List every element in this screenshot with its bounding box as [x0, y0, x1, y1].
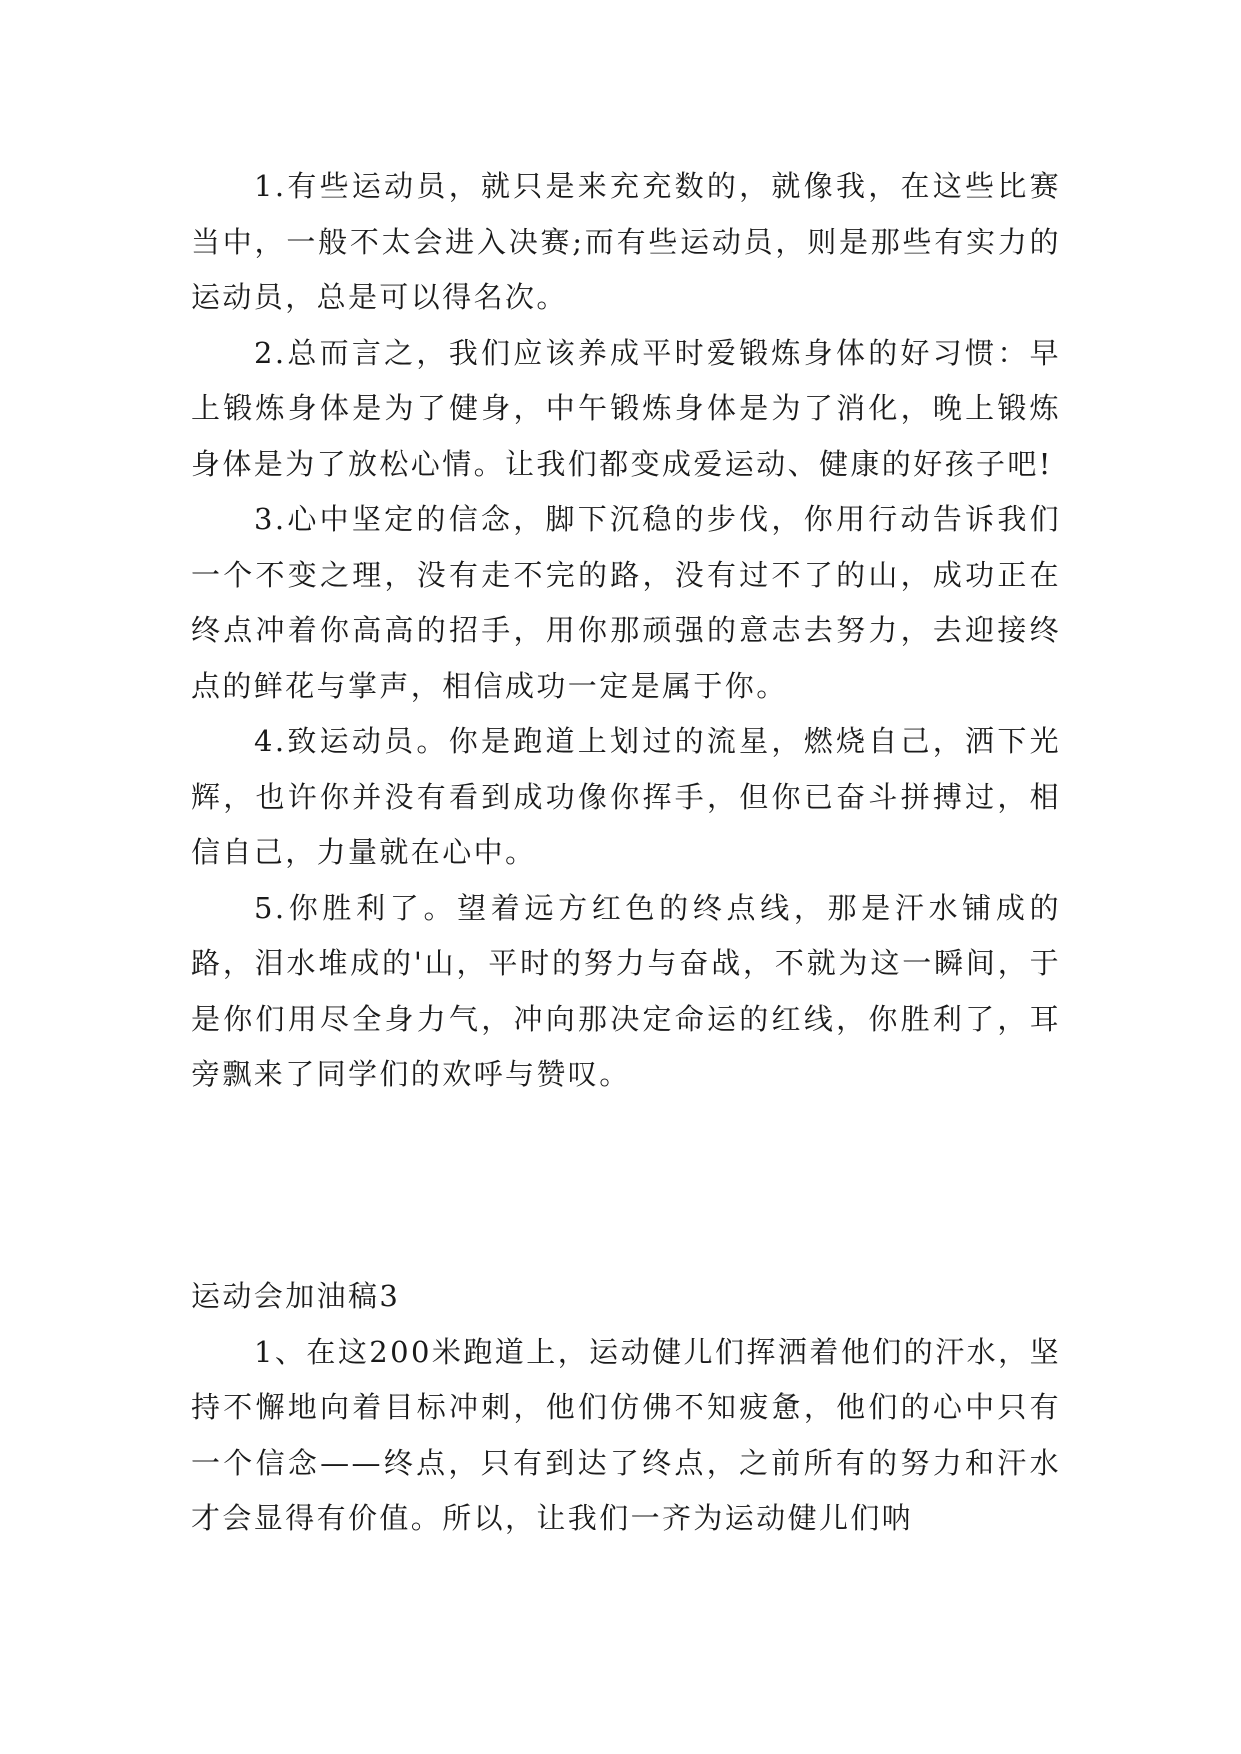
section-heading: 运动会加油稿3: [191, 1279, 401, 1313]
body-text-bottom: [191, 1269, 1061, 1547]
body-text-top: [191, 159, 1061, 1103]
paragraph-3: 3.心中坚定的信念，脚下沉稳的步伐，你用行动告诉我们一个不变之理，没有走不完的路，没有过不了的山，成功正在终点冲着你高高的招手，用你那顽强的意志去努力，去迎接终点的鲜花与掌声，相信成功一定是属于你。: [191, 502, 1061, 703]
paragraph-5: 5.你胜利了。望着远方红色的终点线，那是汗水铺成的路，泪水堆成的'山，平时的努力与奋战，不就为这一瞬间，于是你们用尽全身力气，冲向那决定命运的红线，你胜利了，耳旁飘来了同学们的欢呼与赞叹。: [191, 890, 1061, 1091]
paragraph-2: 2.总而言之，我们应该养成平时爱锻炼身体的好习惯：早上锻炼身体是为了健身，中午锻炼身体是为了消化，晚上锻炼身体是为了放松心情。让我们都变成爱运动、健康的好孩子吧!: [191, 335, 1061, 481]
paragraph-4: 4.致运动员。你是跑道上划过的流星，燃烧自己，洒下光辉，也许你并没有看到成功像你挥手，但你已奋斗拼搏过，相信自己，力量就在心中。: [191, 724, 1061, 869]
paragraph-6: 1、在这200米跑道上，运动健儿们挥洒着他们的汗水，坚持不懈地向着目标冲刺，他们仿佛不知疲惫，他们的心中只有一个信念——终点，只有到达了终点，之前所有的努力和汗水才会显得有价值。所以，让我们一齐为运动健儿们呐: [191, 1334, 1061, 1535]
paragraph-1: 1.有些运动员，就只是来充充数的，就像我，在这些比赛当中，一般不太会进入决赛;而有些运动员，则是那些有实力的运动员，总是可以得名次。: [191, 169, 1061, 314]
